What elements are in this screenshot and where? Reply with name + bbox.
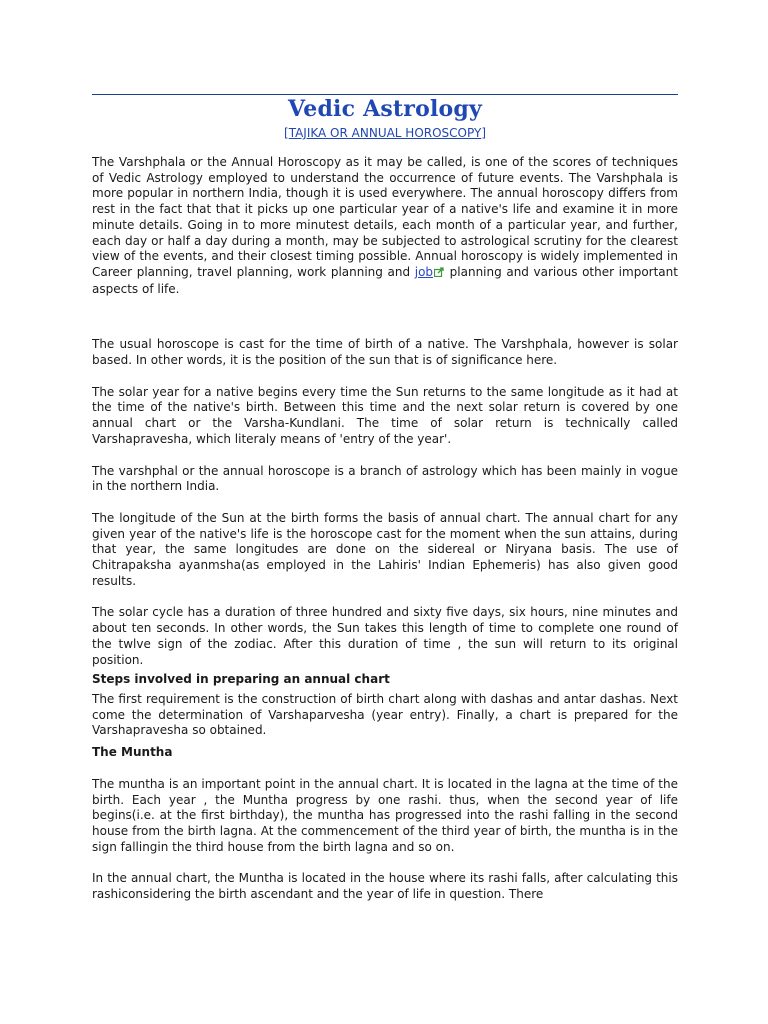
paragraph-solar-cycle: The solar cycle has a duration of three hundred and sixty five days, six hours, nine minutes and about ten seconds. In other words, the Sun takes this length of time to complete one round of the twlve sign of the zodiac. After this duration of time , the sun will return to its original position.	[92, 605, 678, 667]
paragraph-steps: The first requirement is the construction of birth chart along with dashas and antar dashas. Next come the determination of Varshaparvesha (year entry). Finally, a chart is prepared for the Varshapravesha so obtained.	[92, 691, 678, 738]
paragraph-solar-year: The solar year for a native begins every time the Sun returns to the same longitude as it had at the time of the native's birth. Between this time and the next solar return is covered by one annual chart or the Varsha-Kundlani. The time of solar return is technically called Varshapravesha, which literaly means of 'entry of the year'.	[92, 384, 678, 446]
article-body	[92, 155, 678, 903]
paragraph-longitude: The longitude of the Sun at the birth forms the basis of annual chart. The annual chart for any given year of the native's life is the horoscope cast for the moment when the sun attains, during that year, the same longitudes are done on the sidereal or Niryana basis. The use of Chitrapaksha ayanmsha(as employed in the Lahiris' Indian Ephemeris) has also given good results.	[92, 510, 678, 588]
subtitle-close-bracket: ]	[481, 126, 486, 140]
heading-steps: Steps involved in preparing an annual chart	[92, 672, 390, 687]
subtitle-link[interactable]: TAJIKA OR ANNUAL HOROSCOPY	[288, 126, 482, 140]
subtitle	[92, 125, 678, 141]
paragraph-varshphal: The varshphal or the annual horoscope is a branch of astrology which has been mainly in vogue in the northern India.	[92, 463, 678, 494]
paragraph-usual-horoscope: The usual horoscope is cast for the time of birth of a native. The Varshphala, however is solar based. In other words, it is the position of the sun that is of significance here.	[92, 337, 678, 368]
paragraph-intro-text: The Varshphala or the Annual Horoscopy as it may be called, is one of the scores of techniques of Vedic Astrology employed to understand the occurrence of future events. The Varshphala is more popular in northern India, though it is used everywhere. The annual horoscopy differs from rest in the fact that that it picks up one particular year of a native's life and examine it in more minute details. Going in to more minutest details, each month of a particular year, and further, each day or half a day during a month, may be subjected to astrological scrutiny for the clearest view of the events, and their closest timing possible. Annual horoscopy is widely implemented in Career planning, travel planning, work planning and	[92, 155, 678, 279]
heading-muntha: The Muntha	[92, 745, 173, 760]
paragraph-annual-chart: In the annual chart, the Muntha is located in the house where its rashi falls, after calculating this rashiconsidering the birth ascendant and the year of life in question. There	[92, 871, 678, 902]
job-link[interactable]: job	[414, 264, 434, 279]
paragraph-intro-tail: planning and various other important aspects of life.	[92, 264, 678, 296]
subtitle-open-bracket: [	[284, 126, 289, 140]
paragraph-intro	[92, 155, 678, 297]
page-title: Vedic Astrology	[288, 96, 482, 122]
external-link-icon[interactable]	[434, 266, 444, 282]
paragraph-muntha: The muntha is an important point in the annual chart. It is located in the lagna at the time of the birth. Each year , the Muntha progress by one rashi. thus, when the second year of life begins(i.e. at the first birthday), the muntha has progressed into the rashi falling in the second house from the birth lagna. At the commencement of the third year of birth, the muntha is in the sign fallingin the third house from the birth lagna and so on.	[92, 776, 678, 854]
